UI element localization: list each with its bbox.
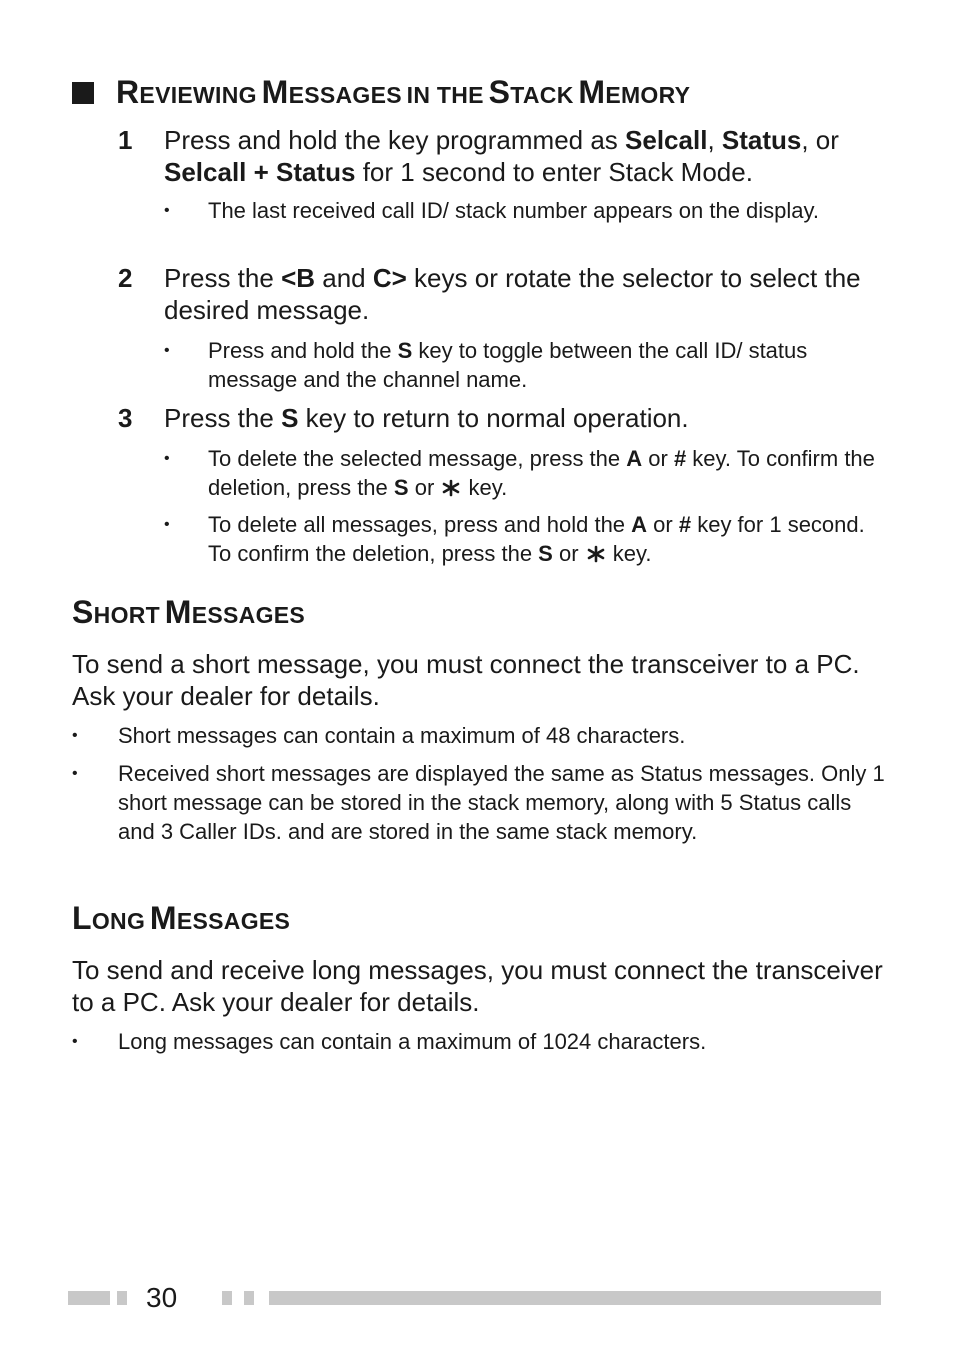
step-text: Press the <B and C> keys or rotate the selector to select the desired message.	[164, 263, 861, 325]
step-number: 3	[118, 403, 133, 433]
step-1	[118, 124, 898, 188]
section-heading-short-messages: SHORT MESSAGES	[72, 594, 306, 630]
step-text: Press and hold the key programmed as Selcall, Status, or Selcall + Status for 1 second to enter Stack Mode.	[164, 125, 839, 187]
heading-word: MEMORY	[578, 74, 691, 110]
heading-word: MESSAGES	[261, 74, 402, 110]
step-1-note: • The last received call ID/ stack number appears on the display.	[164, 198, 820, 223]
step-text: Press the S key to return to normal operation.	[164, 403, 689, 433]
heading-word: REVIEWING	[116, 74, 257, 110]
footer-bar-long	[269, 1291, 881, 1305]
step-2-note: • Press and hold the S key to toggle between the call ID/ status message and the channel name.	[164, 338, 808, 392]
step-2	[118, 262, 898, 326]
footer-bar-segment	[222, 1291, 232, 1305]
page-number: 30	[146, 1282, 178, 1313]
long-messages-paragraph: To send and receive long messages, you must connect the transceiver to a PC. Ask your dealer for details.	[72, 955, 883, 1017]
footer-bar-segment	[244, 1291, 254, 1305]
step-3	[118, 402, 898, 434]
square-bullet-icon	[72, 82, 94, 104]
step-3-note-delete-all: • To delete all messages, press and hold the A or # key for 1 second. To confirm the deletion, press the S or key.	[164, 512, 865, 566]
asterisk-key-icon	[440, 479, 462, 497]
footer-bar-segment	[117, 1291, 127, 1305]
list-item: • Received short messages are displayed the same as Status messages. Only 1 short message can be stored in the stack memory, along with 5 Status calls and 3 Caller IDs. and are stored in the same stack memory.	[72, 761, 885, 844]
list-item: • Short messages can contain a maximum of 48 characters.	[72, 723, 686, 748]
heading-word: IN THE	[406, 82, 484, 108]
list-item: • Long messages can contain a maximum of 1024 characters.	[72, 1029, 707, 1054]
asterisk-key-icon	[585, 545, 607, 563]
footer-bar-segment	[68, 1291, 110, 1305]
section-heading-stack-memory	[72, 74, 690, 111]
step-number: 2	[118, 263, 133, 293]
step-number: 1	[118, 125, 133, 155]
short-messages-paragraph: To send a short message, you must connect the transceiver to a PC. Ask your dealer for details.	[72, 649, 860, 711]
step-3-note-delete-one: • To delete the selected message, press the A or # key. To confirm the deletion, press the S or key.	[164, 446, 875, 500]
section-heading-long-messages: LONG MESSAGES	[72, 900, 291, 936]
heading-word: STACK	[488, 74, 574, 110]
